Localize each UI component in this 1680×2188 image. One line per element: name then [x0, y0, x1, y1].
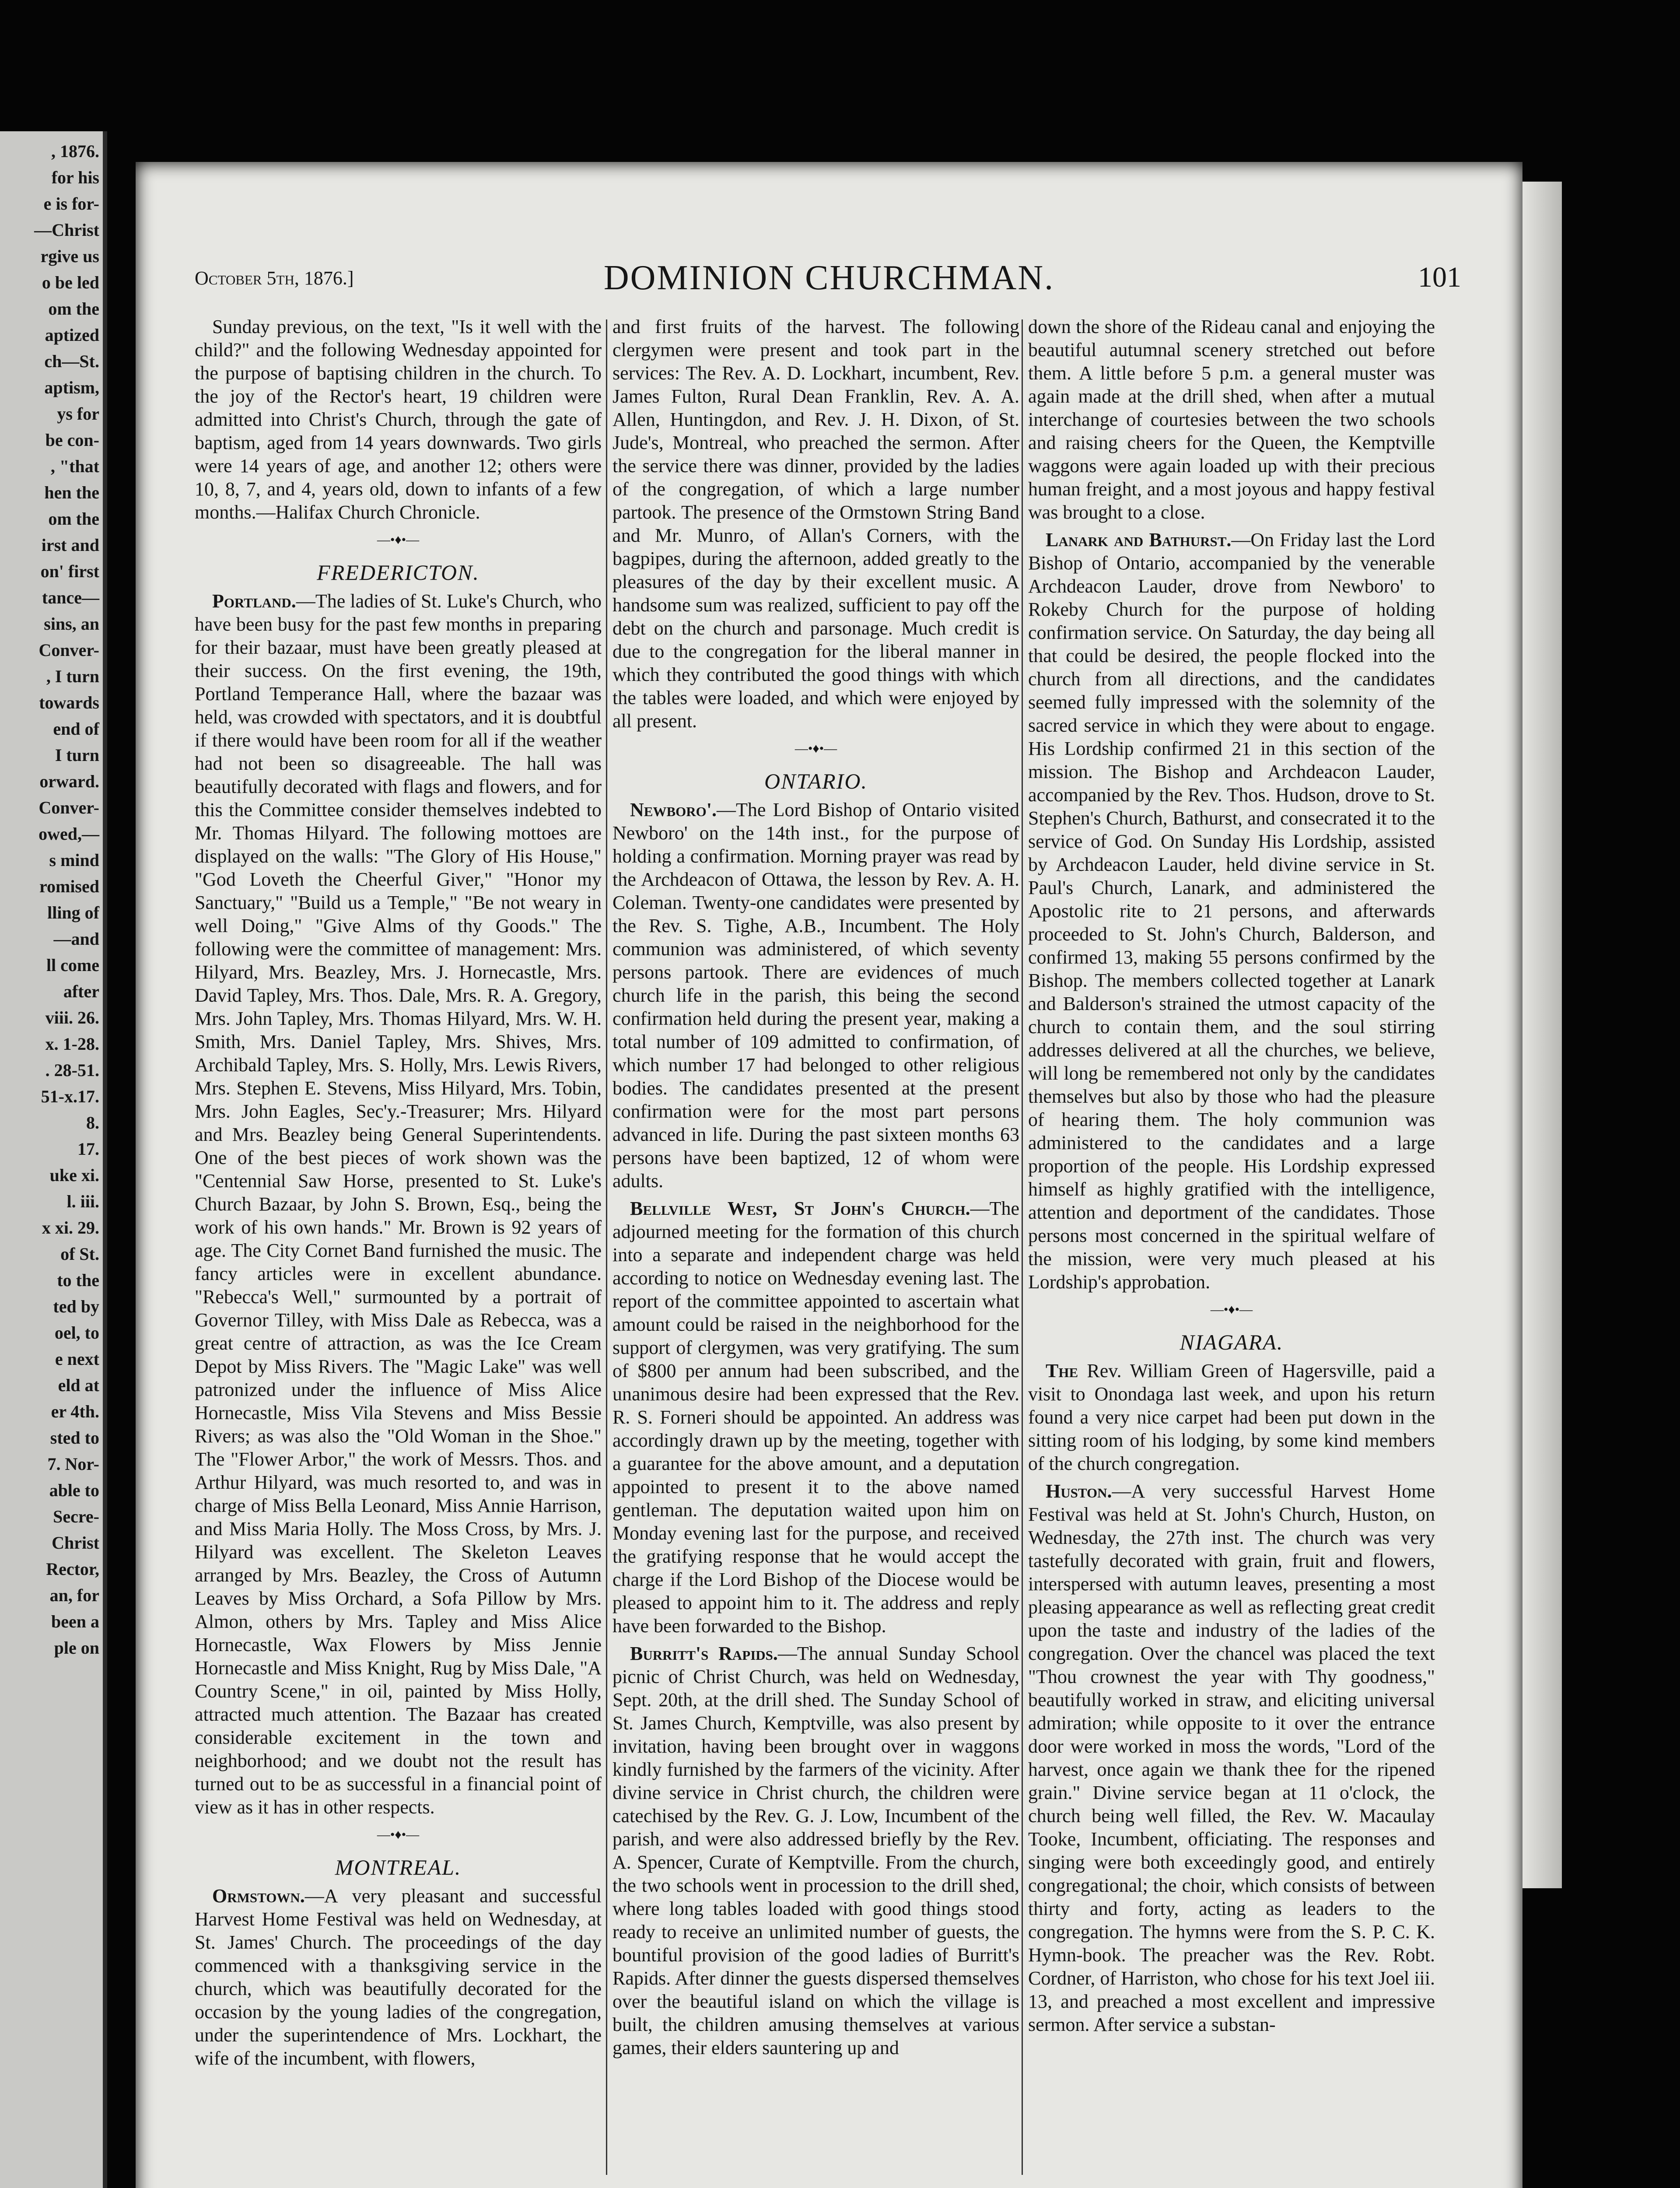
prev-page-fragment: lling of — [47, 903, 99, 922]
paragraph-body: —A very pleasant and successful Harvest Home Festival was held on Wednesday, at St. James' Church. The proceedings of the day commenced with a thanksgiving service in the church, which was beautifully decorated for the occasion by the young ladies of the congregation, under the superintendence of Mrs. Lockhart, the wife of the incumbent, with flowers, — [195, 1885, 602, 2069]
paragraph-lead: Ormstown. — [212, 1885, 305, 1907]
prev-page-fragment: eld at — [58, 1375, 99, 1395]
paragraph-body: Sunday previous, on the text, "Is it well with the child?" and the following Wednesday appointed for the purpose of baptising children in the church. To the joy of the Rector's heart, 19 children were admitted into Christ's Church, through the gate of baptism, aged from 14 years downwards. Two girls were 14 years of age, and another 12; others were 10, 8, 7, and 4, years old, down to infants of a few months.—Halifax Church Chronicle. — [195, 316, 602, 523]
prev-page-fragment: owed,— — [38, 824, 99, 844]
prev-page-fragment: aptism, — [44, 378, 99, 397]
prev-page-fragment: sins, an — [44, 614, 99, 634]
article-paragraph — [1028, 1359, 1435, 1475]
section-separator: —•♦•— — [794, 741, 837, 756]
article-paragraph — [612, 1197, 1019, 1637]
prev-page-fragment: e is for- — [43, 194, 99, 214]
prev-page-fragment: to the — [57, 1270, 99, 1290]
paragraph-body: —The annual Sunday School picnic of Christ Church, was held on Wednesday, Sept. 20th, at the drill shed. The Sunday School of St. James Church, Kemptville, was also present by invitation, having been brought over in waggons kindly furnished by the farmers of the vicinity. After divine service in Christ church, the children were catechised by the Rev. G. J. Low, Incumbent of the parish, and were also addressed briefly by the Rev. A. Spencer, Curate of Kemptville. From the church, the two schools went in procession to the drill shed, where long tables loaded with good things stood ready to receive an unlimited number of guests, the bountiful provision of the good ladies of Burritt's Rapids. After dinner the guests dispersed themselves over the beautiful island on which the village is built, the children amusing themselves at various games, their elders sauntering up and — [612, 1643, 1019, 2058]
prev-page-fragment: om the — [48, 509, 99, 529]
column-3 — [1028, 315, 1435, 2184]
prev-page-fragment: —and — [53, 929, 99, 949]
article-paragraph — [195, 315, 602, 524]
prev-page-fragment: for his — [51, 168, 99, 187]
paragraph-body: down the shore of the Rideau canal and enjoying the beautiful autumnal scenery stretched out before them. A little before 5 p.m. a general muster was again made at the drill shed, when after a mutual interchange of courtesies between the two schools and raising cheers for the Queen, the Kemptville waggons were again loaded up with their precious human freight, and a most joyous and happy festival was brought to a close. — [1028, 316, 1435, 523]
prev-page-fragment: , I turn — [46, 666, 99, 686]
prev-page-fragment: . 28-51. — [45, 1060, 99, 1080]
prev-page-fragment: o be led — [42, 273, 99, 292]
prev-page-fragment: , 1876. — [51, 141, 99, 161]
prev-page-fragment: towards — [39, 693, 99, 712]
prev-page-fragment: , "that — [50, 456, 99, 476]
masthead-title: DOMINION CHURCHMAN. — [603, 259, 1055, 297]
prev-page-fragment: irst and — [41, 535, 99, 555]
prev-page-fragment: 7. Nor- — [47, 1454, 99, 1474]
prev-page-fragment: been a — [51, 1612, 99, 1631]
prev-page-fragment: after — [63, 982, 99, 1001]
page-header — [136, 258, 1522, 302]
article-paragraph — [612, 798, 1019, 1192]
prev-page-fragment: ted by — [53, 1297, 99, 1316]
article-paragraph — [1028, 315, 1435, 524]
prev-page-fragment: Conver- — [38, 640, 99, 660]
prev-page-fragment: able to — [49, 1480, 99, 1500]
page-edge-shadow — [1522, 182, 1562, 1888]
prev-page-fragment: ys for — [57, 404, 99, 424]
prev-page-fragment: om the — [48, 299, 99, 319]
prev-page-fragment: ple on — [54, 1638, 99, 1658]
prev-page-fragment: rgive us — [40, 246, 99, 266]
prev-page-fragment: l. iii. — [66, 1192, 99, 1211]
paragraph-lead: The — [1046, 1360, 1078, 1382]
prev-page-fragment: I turn — [55, 745, 99, 765]
prev-page-fragment: tance— — [42, 588, 99, 607]
article-paragraph — [1028, 528, 1435, 1294]
section-separator: —•♦•— — [377, 533, 420, 547]
article-paragraph — [1028, 1480, 1435, 2036]
paragraph-body: Rev. William Green of Hagersville, paid a visit to Onondaga last week, and upon his return found a very nice carpet had been put down in the sitting room of his lodging, by some kind members of the church congregation. — [1028, 1360, 1435, 1474]
section-heading: FREDERICTON. — [317, 560, 480, 585]
paragraph-lead: Lanark and Bathurst. — [1046, 529, 1232, 551]
prev-page-fragment: —Christ — [34, 220, 99, 240]
column-rule — [606, 319, 607, 2175]
prev-page-fragment: hen the — [44, 483, 99, 502]
section-heading: NIAGARA. — [1180, 1330, 1284, 1354]
section-separator: —•♦•— — [377, 1827, 420, 1842]
page-number: 101 — [1418, 261, 1461, 293]
column-rule — [1022, 319, 1023, 2175]
section-heading: MONTREAL. — [335, 1855, 462, 1879]
prev-page-fragment: orward. — [39, 771, 99, 791]
prev-page-fragment: end of — [53, 719, 99, 739]
paragraph-body: —On Friday last the Lord Bishop of Ontario, accompanied by the venerable Archdeacon Lauder, drove from Newboro' to Rokeby Church for the purpose of holding confirmation service. On Saturday, the day being all that could be desired, the people flocked into the church from all directions, and the candidates seemed fully impressed with the solemnity of the sacred service in which they were about to engage. His Lordship confirmed 21 in this section of the mission. The Bishop and Archdeacon Lauder, accompanied by the Rev. Thos. Hudson, drove to St. Stephen's Church, Bathurst, and consecrated it to the service of God. On Sunday His Lordship, assisted by Archdeacon Lauder, held divine service in St. Paul's Church, Lanark, and administered the Apostolic rite to 21 persons, and afterwards proceeded to St. John's Church, Balderson, and confirmed 13, making 55 persons confirmed by the Bishop. The members collected together at Lanark and Balderson's strained the utmost capacity of the church to contain them, and the soul stirring addresses delivered at all the churches, we believe, will long be remembered not only by the candidates themselves but also by those who had the pleasure of hearing them. The holy communion was administered to the candidates and a large proportion of the people. His Lordship expressed himself as highly gratified with the intelligence, attention and deportment of the candidates. Those persons most concerned in the spiritual welfare of the mission, were very much pleased at his Lordship's approbation. — [1028, 529, 1435, 1293]
paragraph-lead: Newboro'. — [630, 799, 717, 820]
prev-page-fragment: 17. — [77, 1139, 99, 1159]
previous-page-edge — [0, 131, 107, 2188]
prev-page-fragment: e next — [55, 1349, 99, 1369]
paragraph-lead: Burritt's Rapids. — [630, 1643, 778, 1664]
prev-page-fragment: oel, to — [54, 1323, 99, 1343]
prev-page-fragment: Christ — [52, 1533, 99, 1553]
section-heading: ONTARIO. — [764, 769, 868, 793]
paragraph-body: —The Lord Bishop of Ontario visited Newboro' on the 14th inst., for the purpose of holding a confirmation. Morning prayer was read by the Archdeacon of Ottawa, the lesson by Rev. A. H. Coleman. Twenty-one candidates were presented by the Rev. S. Tighe, A.B., Incumbent. The Holy communion was administered, of which seventy persons partook. There are evidences of much church life in the parish, this being the second confirmation held during the present year, making a total number of 109 admitted to confirmation, of which number 17 had belonged to other religious bodies. The candidates presented at the present confirmation were for the most part persons advanced in life. During the past sixteen months 63 persons have been baptized, 12 of whom were adults. — [612, 799, 1019, 1192]
prev-page-fragment: aptized — [45, 325, 99, 345]
prev-page-fragment: of St. — [60, 1244, 99, 1264]
paragraph-lead: Huston. — [1046, 1480, 1112, 1502]
prev-page-fragment: romised — [39, 877, 99, 896]
prev-page-fragment: ch—St. — [44, 351, 99, 371]
paragraph-body: —The ladies of St. Luke's Church, who have been busy for the past few months in preparing for their bazaar, must have been greatly pleased at their success. On the first evening, the 19th, Portland Temperance Hall, where the bazaar was held, was crowded with spectators, and it is doubtful if there would have been room for all if the weather had not been so disagreeable. The hall was beautifully decorated with flags and flowers, and for this the Committee consider themselves indebted to Mr. Thomas Hilyard. The following mottoes are displayed on the walls: "The Glory of His House," "God Loveth the Cheerful Giver," "Honor my Sanctuary," "Build us a Temple," "Be not weary in well Doing," "Give Alms of thy Goods." The following were the committee of management: Mrs. Hilyard, Mrs. Beazley, Mrs. J. Hornecastle, Mrs. David Tapley, Mrs. Thos. Dale, Mrs. R. A. Gregory, Mrs. John Tapley, Mrs. Thomas Hilyard, Mrs. W. H. Smith, Mrs. Daniel Tapley, Mrs. Shives, Mrs. Archibald Tapley, Mrs. S. Holly, Mrs. Lewis Rivers, Mrs. Stephen E. Stevens, Miss Hilyard, Mrs. Tobin, Mrs. John Eagles, Sec'y.-Treasurer; Mrs. Hilyard and Mrs. Beazley being General Superintendents. One of the best pieces of work shown was the "Centennial Saw Horse, presented to St. Luke's Church Bazaar, by John S. Brown, Esq., being the work of his own hands." Mr. Brown is 92 years of age. The City Cornet Band furnished the music. The fancy articles were in excellent abundance. "Rebecca's Well," surmounted by a portrait of Governor Tilley, with Miss Dale as Rebecca, was a great centre of attraction, as was the Ice Cream Depot by Miss Rivers. The "Magic Lake" was well patronized under the influence of Miss Alice Hornecastle, Miss Vila Stevens and Miss Bessie Rivers; as was also the "Old Woman in the Shoe." The "Flower Arbor," the work of Messrs. Thos. and Arthur Hilyard, was much resorted to, and was in charge of Miss Bella Leonard, Miss Annie Harrison, and Miss Maria Holly. The Moss Cross, by Mrs. J. Hilyard was excellent. The Skeleton Leaves arranged by Mrs. Beazley, the Cross of Autumn Leaves by Miss Orchard, a Sofa Pillow by Mrs. Almon, others by Mrs. Tapley and Miss Alice Hornecastle, Wax Flowers by Miss Jennie Hornecastle and Miss Knight, Rug by Miss Dale, "A Country Scene," in oil, painted by Miss Holly, attracted much attention. The Bazaar has created considerable excitement in the town and neighborhood; and we doubt not the result has turned out to be as successful in a financial point of view as it has in other respects. — [195, 590, 602, 1818]
header-date: October 5th, 1876.] — [195, 267, 354, 289]
prev-page-fragment: Secre- — [53, 1507, 99, 1526]
paragraph-body: —A very successful Harvest Home Festival was held at St. John's Church, Huston, on Wednesday, the 27th inst. The church was very tastefully decorated with grain, fruit and flowers, interspersed with autumn leaves, presenting a most pleasing appearance as well as reflecting great credit upon the taste and industry of the ladies of the congregation. Over the chancel was placed the text "Thou crownest the year with Thy goodness," beautifully worked in straw, and eliciting universal admiration; while opposite to it over the entrance door were worked in moss the words, "Lord of the harvest, once again we thank thee for the ripened grain." Divine service began at 11 o'clock, the church being well filled, the Rev. W. Macaulay Tooke, Incumbent, officiating. The responses and singing were both exceedingly good, and entirely congregational; the choir, which consists of between thirty and forty, acting as leaders to the congregation. The hymns were from the S. P. C. K. Hymn-book. The preacher was the Rev. Robt. Cordner, of Harriston, who chose for his text Joel iii. 13, and preached a most excellent and impressive sermon. After service a substan- — [1028, 1480, 1435, 2035]
prev-page-fragment: 51-x.17. — [41, 1087, 99, 1106]
prev-page-fragment: an, for — [49, 1585, 99, 1605]
article-paragraph — [195, 1884, 602, 2070]
prev-page-fragment: er 4th. — [51, 1402, 99, 1421]
article-paragraph — [612, 315, 1019, 733]
prev-page-fragment: on' first — [40, 561, 99, 581]
paragraph-lead: Portland. — [212, 590, 296, 612]
prev-page-fragment: ll come — [46, 955, 99, 975]
prev-page-fragment: x. 1-28. — [45, 1034, 99, 1054]
prev-page-fragment: s mind — [49, 850, 99, 870]
newspaper-page — [136, 162, 1522, 2188]
article-paragraph — [612, 1642, 1019, 2059]
article-paragraph — [195, 589, 602, 1819]
prev-page-fragment: 8. — [86, 1113, 99, 1133]
prev-page-fragment: be con- — [45, 430, 99, 450]
prev-page-fragment: Conver- — [38, 798, 99, 817]
section-separator: —•♦•— — [1210, 1302, 1253, 1317]
prev-page-fragment: sted to — [50, 1428, 99, 1448]
prev-page-fragment: viii. 26. — [45, 1008, 99, 1027]
column-1 — [195, 315, 602, 2184]
paragraph-lead: Bellville West, St John's Church. — [630, 1198, 970, 1219]
paragraph-body: and first fruits of the harvest. The following clergymen were present and took part in the services: The Rev. A. D. Lockhart, incumbent, Rev. James Fulton, Rural Dean Franklin, Rev. A. A. Allen, Huntingdon, and Rev. J. H. Dixon, of St. Jude's, Montreal, who preached the sermon. After the service there was dinner, provided by the ladies of the congregation, of which a large number partook. The presence of the Ormstown String Band and Mr. Munro, of Allan's Corners, with the bagpipes, during the afternoon, added greatly to the pleasures of the day by their excellent music. A handsome sum was realized, sufficient to pay off the debt on the church and parsonage. Much credit is due to the congregation for the liberal manner in which they contributed the good things with which the tables were loaded, and which were enjoyed by all present. — [612, 316, 1019, 732]
column-2 — [612, 315, 1019, 2184]
prev-page-fragment: Rector, — [46, 1559, 99, 1579]
prev-page-fragment: x xi. 29. — [42, 1218, 99, 1238]
prev-page-fragment: uke xi. — [49, 1165, 99, 1185]
paragraph-body: —The adjourned meeting for the formation of this church into a separate and independent charge was held according to notice on Wednesday evening last. The report of the committee appointed to ascertain what amount could be raised in the neighborhood for the support of clergymen, was very gratifying. The sum of $800 per annum had been subscribed, and the unanimous desire had been expressed that the Rev. R. S. Forneri should be appointed. An address was accordingly drawn up by the meeting, together with a guarantee for the above amount, and a deputation appointed to present it to the above named gentleman. The deputation waited upon him on Monday evening last for the purpose, and received the gratifying response that he would accept the charge if the Lord Bishop of the Diocese would be pleased to appoint him to it. The address and reply have been forwarded to the Bishop. — [612, 1198, 1019, 1637]
